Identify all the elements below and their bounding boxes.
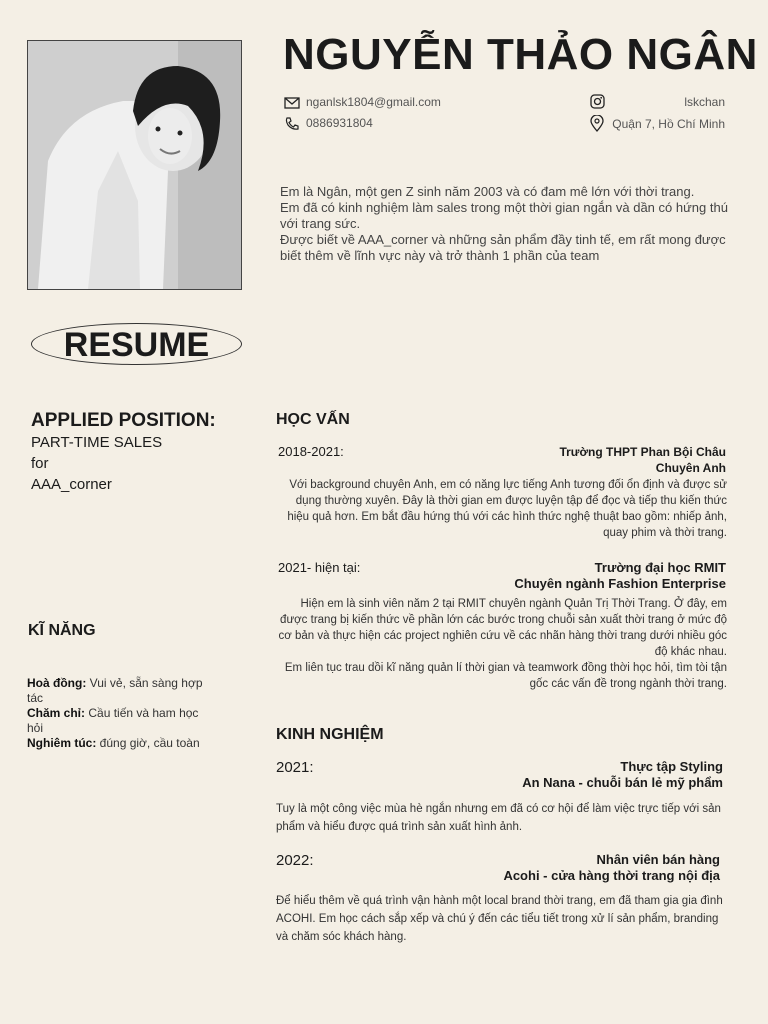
edu-desc-2 <box>276 596 727 692</box>
skill-label: Nghiêm túc: <box>27 736 97 750</box>
edu-school-name: Trường THPT Phan Bội Châu <box>559 445 726 459</box>
exp-year-2: 2022: <box>276 852 314 869</box>
intro-paragraph <box>280 184 735 264</box>
applied-position-title: PART-TIME SALES <box>31 434 163 451</box>
exp-role: Thực tập Styling <box>620 759 723 774</box>
skill-item <box>27 706 217 736</box>
education-heading: HỌC VẤN <box>276 411 350 428</box>
resume-label: RESUME <box>31 323 242 365</box>
exp-company: Acohi - cửa hàng thời trang nội địa <box>503 868 720 883</box>
email-contact[interactable] <box>284 95 441 109</box>
applied-for-label: for <box>31 455 49 472</box>
intro-line-1: Em là Ngân, một gen Z sinh năm 2003 và có đam mê lớn với thời trang. <box>280 184 695 199</box>
instagram-icon <box>590 94 605 114</box>
mail-icon <box>284 97 300 109</box>
exp-role: Nhân viên bán hàng <box>596 852 720 867</box>
profile-photo <box>27 40 242 290</box>
instagram-handle[interactable]: lskchan <box>684 95 725 109</box>
edu-period-1: 2018-2021: <box>278 444 344 459</box>
intro-line-2: Em đã có kinh nghiệm làm sales trong một thời gian ngắn và dần có hứng thú với trang sức. <box>280 200 728 231</box>
experience-heading: KINH NGHIỆM <box>276 726 384 743</box>
edu-period-2: 2021- hiện tại: <box>278 560 361 575</box>
edu-major: Chuyên Anh <box>655 461 726 475</box>
exp-year-1: 2021: <box>276 759 314 776</box>
skill-label: Chăm chỉ: <box>27 706 86 720</box>
email-text: nganlsk1804@gmail.com <box>306 95 441 109</box>
skill-item <box>27 676 217 706</box>
exp-desc-2: Để hiểu thêm về quá trình vận hành một local brand thời trang, em đã tham gia gia đình ACOHI. Em học cách sắp xếp và chú ý đến các tiểu tiết trong xử lí sản phẩm, branding và chăm sóc khách hàng. <box>276 895 723 943</box>
edu-school-2 <box>450 560 726 592</box>
edu-desc-1: Với background chuyên Anh, em có năng lực tiếng Anh tương đối ổn định và được sử dụng thường xuyên. Đây là thời gian em được luyện tập để đọc và tiếp thu kiến thức hiệu quả hơn. Em bắt đầu hứng thú với các hình thức nghệ thuật bao gồm: nhiếp ảnh, quay phim và thời trang. <box>287 479 727 539</box>
phone-icon <box>284 116 300 132</box>
skill-item <box>27 736 217 751</box>
applied-company: AAA_corner <box>31 476 112 493</box>
exp-role-2 <box>450 852 720 884</box>
portrait-image <box>28 41 241 289</box>
candidate-name: NGUYỄN THẢO NGÂN <box>283 30 758 79</box>
skill-text: đúng giờ, cầu toàn <box>96 736 200 750</box>
edu-school-1 <box>450 444 726 476</box>
phone-contact[interactable] <box>284 116 373 132</box>
skill-label: Hoà đồng: <box>27 676 87 690</box>
intro-line-3: Được biết về AAA_corner và những sản phẩm đầy tinh tế, em rất mong được biết thêm về lĩnh vực này và trở thành 1 phần của team <box>280 232 726 263</box>
skill-text: Cầu tiến và ham học hỏi <box>27 706 199 735</box>
exp-company: An Nana - chuỗi bán lẻ mỹ phẩm <box>522 775 723 790</box>
location-pin-icon <box>590 115 604 137</box>
edu-desc-2-para-1: Hiện em là sinh viên năm 2 tại RMIT chuyên ngành Quản Trị Thời Trang. Ở đây, em được trang bị kiến thức về phần lớn các bước trong chuỗi sản xuất thời trang ở mức độ cơ bản và thực hiện các project nghiên cứu về các nhãn hàng thời trang dưới nhiều góc độ khác nhau. <box>278 598 727 658</box>
edu-major: Chuyên ngành Fashion Enterprise <box>514 576 726 591</box>
phone-text: 0886931804 <box>306 116 373 131</box>
exp-desc-1: Tuy là một công việc mùa hè ngắn nhưng em đã có cơ hội để làm việc trực tiếp với sản phẩm và hiểu được quá trình sản xuất hình ảnh. <box>276 803 721 833</box>
applied-position-heading: APPLIED POSITION: <box>31 410 216 431</box>
skills-list <box>27 676 217 751</box>
edu-desc-2-para-2: Em liên tục trau dồi kĩ năng quản lí thời gian và teamwork đồng thời học hỏi, tìm tòi tận gốc các vấn đề trong ngành thời trang. <box>284 662 727 690</box>
skill-text: Vui vẻ, sẵn sàng hợp tác <box>27 676 203 705</box>
skills-heading: KĨ NĂNG <box>28 622 96 639</box>
exp-role-1 <box>450 759 723 791</box>
edu-school-name: Trường đại học RMIT <box>594 560 726 575</box>
location-text: Quận 7, Hồ Chí Minh <box>612 117 725 131</box>
